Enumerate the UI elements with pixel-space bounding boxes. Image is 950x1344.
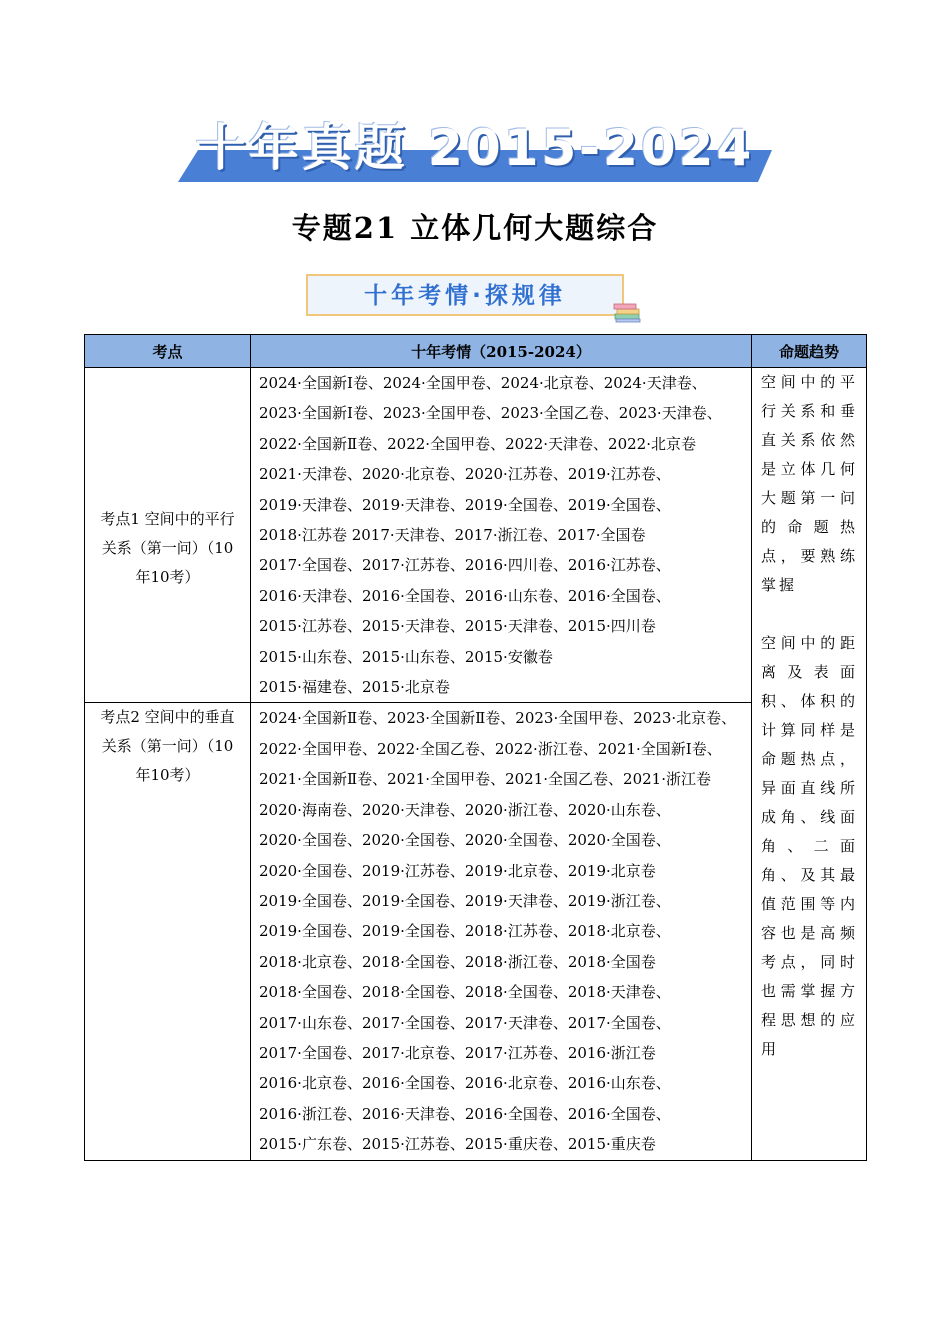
history-line: 2017·山东卷、2017·全国卷、2017·天津卷、2017·全国卷、 [259,1013,671,1032]
page-subtitle: 专题21 立体几何大题综合 [291,211,659,245]
history-line: 2017·全国卷、2017·江苏卷、2016·四川卷、2016·江苏卷、 [259,556,671,575]
history-line: 2019·天津卷、2019·天津卷、2019·全国卷、2019·全国卷、 [259,495,671,514]
history-line: 2019·全国卷、2019·全国卷、2018·江苏卷、2018·北京卷、 [259,922,671,941]
history-line: 2024·全国新Ⅱ卷、2023·全国新Ⅱ卷、2023·全国甲卷、2023·北京卷、2022·全国甲卷、2022·全国乙卷、2022·浙江卷、2021·全国新Ⅰ卷、2021·全国新Ⅱ卷、2021·全国甲卷、2021·全国乙卷、2021·浙江卷 [259,709,737,789]
topic-cell: 考点1 空间中的平行关系（第一问）（10年10考） [85,368,251,703]
trend-cell [752,368,867,1161]
history-line: 2015·广东卷、2015·江苏卷、2015·重庆卷、2015·重庆卷 [259,1135,656,1154]
history-line: 2021·天津卷、2020·北京卷、2020·江苏卷、2019·江苏卷、 [259,465,671,484]
table-header-row [85,335,867,368]
history-line: 2016·北京卷、2016·全国卷、2016·北京卷、2016·山东卷、 [259,1074,671,1093]
history-line: 2020·全国卷、2020·全国卷、2020·全国卷、2020·全国卷、 [259,831,671,850]
header-trend: 命题趋势 [752,335,867,368]
title-banner [176,118,774,184]
history-line: 2015·江苏卷、2015·天津卷、2015·天津卷、2015·四川卷 [259,617,656,636]
trend-paragraph: 空间中的距离及表面积、体积的计算同样是命题热点，异面直线所成角、线面角、二面角、及其最值范围等内容也是高频考点，同时也需掌握方程思想的应用 [761,634,858,1058]
history-line: 2018·北京卷、2018·全国卷、2018·浙江卷、2018·全国卷 [259,952,656,971]
history-line: 2017·全国卷、2017·北京卷、2017·江苏卷、2016·浙江卷 [259,1043,656,1062]
history-cell [251,368,752,703]
history-line: 2015·山东卷、2015·山东卷、2015·安徽卷 [259,647,553,666]
table-row [85,703,867,1160]
trend-paragraph: 空间中的平行关系和垂直关系依然是立体几何大题第一问的命题热点，要熟练掌握 [761,373,858,594]
history-cell [251,703,752,1160]
exam-table [84,334,867,1161]
header-history: 十年考情（2015-2024） [251,335,752,368]
header-topic: 考点 [85,335,251,368]
section-badge [306,274,624,316]
history-line: 2018·全国卷、2018·全国卷、2018·全国卷、2018·天津卷、 [259,983,671,1002]
history-line: 2016·天津卷、2016·全国卷、2016·山东卷、2016·全国卷、 [259,586,671,605]
history-line: 2016·浙江卷、2016·天津卷、2016·全国卷、2016·全国卷、 [259,1104,671,1123]
history-line: 2020·海南卷、2020·天津卷、2020·浙江卷、2020·山东卷、 [259,800,671,819]
badge-label: 十年考情·探规律 [364,283,566,309]
books-icon [612,300,642,324]
topic-cell: 考点2 空间中的垂直关系（第一问）（10年10考） [85,703,251,1160]
history-line: 2020·全国卷、2019·江苏卷、2019·北京卷、2019·北京卷 [259,861,656,880]
history-line: 2015·福建卷、2015·北京卷 [259,678,450,697]
table-row [85,368,867,703]
history-line: 2018·江苏卷 2017·天津卷、2017·浙江卷、2017·全国卷 [259,526,646,545]
banner-title: 十年真题 2015-2024 [195,119,755,177]
history-line: 2019·全国卷、2019·全国卷、2019·天津卷、2019·浙江卷、 [259,891,671,910]
history-line: 2024·全国新Ⅰ卷、2024·全国甲卷、2024·北京卷、2024·天津卷、2023·全国新Ⅰ卷、2023·全国甲卷、2023·全国乙卷、2023·天津卷、2022·全国新Ⅱ卷、2022·全国甲卷、2022·天津卷、2022·北京卷 [259,374,722,453]
